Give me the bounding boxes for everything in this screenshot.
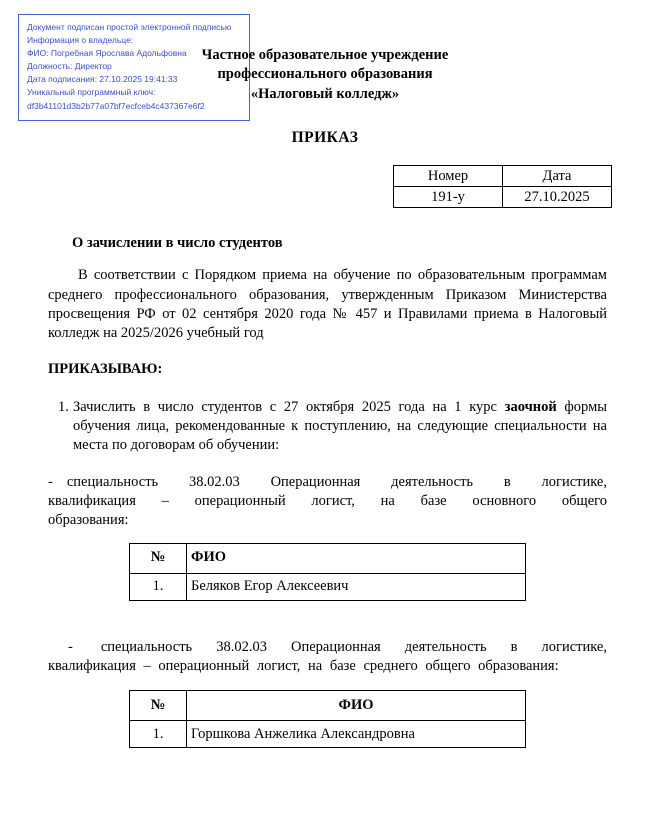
stamp-title: Документ подписан простой электронной подписью — [27, 22, 232, 32]
order-date-value: 27.10.2025 — [503, 187, 612, 208]
order-number-value: 191-у — [394, 187, 503, 208]
order-item-1-number: 1. — [58, 398, 69, 415]
stamp-key-label: Уникальный программный ключ: — [27, 87, 156, 98]
stamp-sign-date: Дата подписания: 27.10.2025 19:41:33 — [27, 74, 178, 85]
students-table-2-header-row — [130, 691, 526, 721]
order-item-1 — [48, 398, 607, 456]
students-table-1-fio-header: ФИО — [187, 543, 526, 573]
order-item-1-bold-word: заочной — [504, 398, 557, 415]
specialty-item-2-text: специальность 38.02.03 Операционная деятельность в логистике, квалификация – операционный логист, на базе среднего общего образования: — [48, 638, 607, 674]
students-table-1-row-no: 1. — [130, 573, 187, 600]
students-table-2-row-no: 1. — [130, 721, 187, 748]
order-item-1-text — [73, 398, 607, 456]
order-meta-value-row — [394, 187, 612, 208]
students-table-2-fio-header: ФИО — [187, 691, 526, 721]
org-name-line-3: «Налоговый колледж» — [250, 85, 400, 102]
table-row — [130, 573, 526, 600]
students-table-1-row-name: Беляков Егор Алексеевич — [187, 573, 526, 600]
students-table-2 — [129, 690, 526, 748]
resolution-heading: ПРИКАЗЫВАЮ: — [48, 361, 163, 378]
students-table-2-no-header: № — [130, 691, 187, 721]
specialty-item-2-dash: - — [68, 638, 73, 655]
specialty-item-1-dash: - — [48, 473, 53, 490]
students-table-1-no-header: № — [130, 543, 187, 573]
org-name-line-2: профессионального образования — [217, 66, 433, 83]
students-table-1-header-row — [130, 543, 526, 573]
org-name-line-1: Частное образовательное учреждение — [201, 47, 449, 63]
order-number-header: Номер — [394, 166, 503, 187]
doc-type-title: ПРИКАЗ — [291, 129, 359, 146]
stamp-key-value: df3b41101d3b2b77a07bf7ecfceb4c437367e6f2 — [27, 100, 205, 111]
order-meta-header-row — [394, 166, 612, 187]
subject-heading: О зачислении в число студентов — [72, 235, 283, 251]
stamp-owner-fio: ФИО: Погребная Ярослава Адольфовна — [27, 48, 187, 59]
stamp-owner-position: Должность: Директор — [27, 61, 112, 72]
order-date-header: Дата — [503, 166, 612, 187]
order-meta-table — [393, 165, 612, 208]
document-body — [48, 234, 607, 748]
students-table-1 — [129, 543, 526, 601]
specialty-item-1-text: специальность 38.02.03 Операционная деятельность в логистике, квалификация – операционный логист, на базе основного общего образования: — [48, 473, 607, 529]
order-item-1-text-before: Зачислить в число студентов с 27 октября 2025 года на 1 курс — [73, 398, 505, 415]
students-table-2-row-name: Горшкова Анжелика Александровна — [187, 721, 526, 748]
specialty-item-2 — [48, 638, 607, 677]
order-item-1-text-after: формы обучения лица, рекомендованные к поступлению, на следующие специальности на места по договорам об обучении: — [73, 398, 608, 454]
org-name — [0, 46, 650, 104]
specialty-item-1 — [48, 473, 607, 531]
stamp-owner-info-label: Информация о владельце: — [27, 35, 134, 46]
intro-paragraph: В соответствии с Порядком приема на обучение по образовательным программам среднего профессионального образования, утвержденным Приказом Министерства просвещения РФ от 02 сентября 2020 года № 457 и Правилами приема в Налоговый колледж на 2025/2026 учебный год — [48, 267, 607, 342]
table-row — [130, 721, 526, 748]
